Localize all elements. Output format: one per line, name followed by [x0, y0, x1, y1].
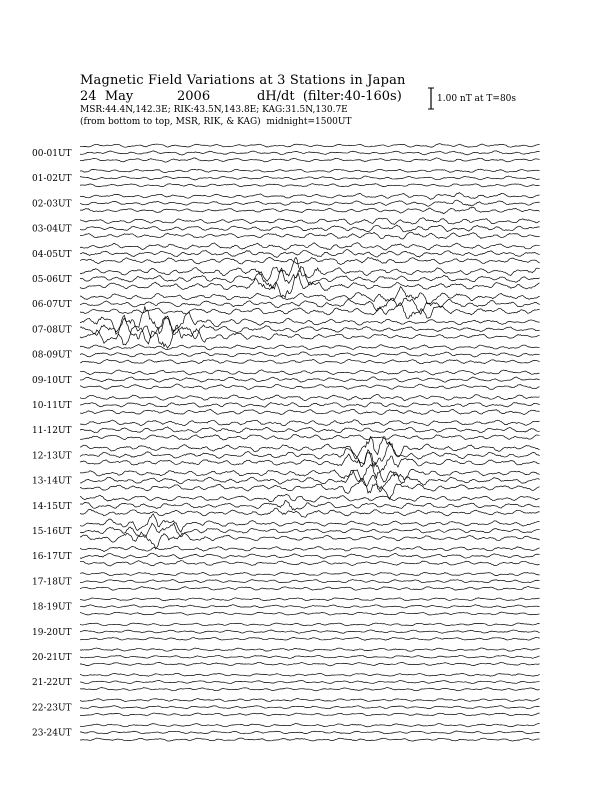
trace-04-05UT-3: [80, 243, 540, 250]
scale-bar: [428, 88, 434, 109]
hour-label-17-18UT: 17-18UT: [32, 577, 72, 588]
trace-01-02UT-2: [80, 176, 540, 180]
hour-label-09-10UT: 09-10UT: [32, 375, 72, 386]
trace-04-05UT-1: [80, 257, 540, 264]
trace-08-09UT-2: [80, 352, 540, 357]
trace-21-22UT-2: [80, 680, 540, 683]
hour-label-19-20UT: 19-20UT: [32, 627, 72, 638]
trace-00-01UT-1: [80, 158, 540, 162]
hour-label-02-03UT: 02-03UT: [32, 199, 72, 210]
hour-label-11-12UT: 11-12UT: [32, 426, 72, 437]
trace-09-10UT-1: [80, 384, 540, 390]
hour-label-04-05UT: 04-05UT: [32, 249, 72, 260]
trace-04-05UT-2: [80, 250, 540, 258]
hour-label-23-24UT: 23-24UT: [32, 728, 72, 739]
trace-09-10UT-2: [80, 377, 540, 382]
scale-label: 1.00 nT at T=80s: [437, 94, 517, 104]
trace-01-02UT-1: [80, 184, 540, 187]
station-order-note: (from bottom to top, MSR, RIK, & KAG): [80, 117, 261, 127]
hour-label-16-17UT: 16-17UT: [32, 552, 72, 563]
trace-15-16UT-1: [80, 532, 540, 549]
hour-labels: [32, 149, 72, 739]
trace-16-17UT-1: [80, 561, 540, 566]
traces: [80, 144, 540, 741]
hour-label-14-15UT: 14-15UT: [32, 501, 72, 512]
trace-20-21UT-1: [80, 662, 540, 665]
trace-18-19UT-3: [80, 598, 540, 601]
trace-08-09UT-1: [80, 359, 540, 363]
trace-08-09UT-3: [80, 345, 540, 350]
trace-22-23UT-2: [80, 706, 540, 709]
trace-07-08UT-2: [80, 315, 540, 339]
trace-22-23UT-1: [80, 713, 540, 716]
trace-22-23UT-3: [80, 699, 540, 702]
trace-03-04UT-1: [80, 232, 540, 239]
hour-label-18-19UT: 18-19UT: [32, 602, 72, 613]
hour-label-03-04UT: 03-04UT: [32, 224, 72, 235]
hour-label-13-14UT: 13-14UT: [32, 476, 72, 487]
hour-label-06-07UT: 06-07UT: [32, 300, 72, 311]
trace-23-24UT-2: [80, 731, 540, 734]
date-month: May: [104, 89, 134, 104]
trace-21-22UT-3: [80, 673, 540, 676]
trace-20-21UT-2: [80, 655, 540, 658]
trace-14-15UT-1: [80, 508, 540, 517]
midnight-note: midnight=1500UT: [266, 117, 352, 127]
trace-01-02UT-3: [80, 169, 540, 172]
trace-11-12UT-3: [80, 420, 540, 426]
hour-label-08-09UT: 08-09UT: [32, 350, 72, 361]
hour-label-20-21UT: 20-21UT: [32, 653, 72, 663]
trace-23-24UT-3: [80, 723, 540, 726]
trace-14-15UT-2: [80, 500, 540, 510]
trace-19-20UT-3: [80, 623, 540, 626]
trace-19-20UT-1: [80, 637, 540, 640]
trace-10-11UT-2: [80, 403, 540, 408]
trace-19-20UT-2: [80, 630, 540, 633]
trace-21-22UT-1: [80, 688, 540, 691]
filter-label: (filter:40-160s): [302, 89, 402, 104]
hour-label-21-22UT: 21-22UT: [32, 678, 72, 689]
trace-00-01UT-2: [80, 151, 540, 155]
trace-02-03UT-3: [80, 193, 540, 200]
hour-label-01-02UT: 01-02UT: [32, 174, 72, 185]
date-day: 24: [80, 89, 97, 104]
hour-label-05-06UT: 05-06UT: [32, 275, 72, 285]
hour-label-15-16UT: 15-16UT: [32, 527, 72, 537]
trace-17-18UT-2: [80, 580, 540, 583]
trace-12-13UT-2: [80, 442, 540, 467]
hour-label-12-13UT: 12-13UT: [32, 451, 72, 462]
date-year: 2006: [177, 89, 211, 104]
quantity-label: dH/dt: [257, 89, 295, 104]
trace-06-07UT-3: [80, 287, 540, 304]
trace-11-12UT-2: [80, 427, 540, 433]
trace-03-04UT-3: [80, 218, 540, 225]
trace-09-10UT-3: [80, 370, 540, 375]
chart-title: Magnetic Field Variations at 3 Stations in Japan: [80, 73, 406, 88]
trace-03-04UT-2: [80, 225, 540, 232]
trace-02-03UT-2: [80, 200, 540, 206]
trace-16-17UT-3: [80, 546, 540, 551]
trace-15-16UT-2: [80, 523, 540, 537]
trace-18-19UT-2: [80, 605, 540, 608]
station-coordinates: MSR:44.4N,142.3E; RIK:43.5N,143.8E; KAG:31.5N,130.7E: [80, 105, 348, 115]
trace-02-03UT-1: [80, 207, 540, 214]
trace-00-01UT-3: [80, 144, 540, 148]
trace-20-21UT-3: [80, 648, 540, 651]
trace-10-11UT-3: [80, 395, 540, 401]
hour-label-07-08UT: 07-08UT: [32, 325, 72, 336]
trace-17-18UT-1: [80, 587, 540, 591]
trace-10-11UT-1: [80, 409, 540, 414]
trace-05-06UT-3: [80, 258, 540, 282]
trace-18-19UT-1: [80, 612, 540, 615]
hour-label-22-23UT: 22-23UT: [32, 703, 72, 714]
trace-13-14UT-1: [80, 478, 540, 499]
hour-label-00-01UT: 00-01UT: [32, 149, 72, 159]
trace-23-24UT-1: [80, 738, 540, 741]
hour-label-10-11UT: 10-11UT: [32, 401, 72, 411]
trace-12-13UT-3: [80, 437, 540, 459]
trace-14-15UT-3: [80, 494, 540, 502]
trace-16-17UT-2: [80, 553, 540, 559]
trace-17-18UT-3: [80, 572, 540, 575]
trace-12-13UT-1: [80, 452, 540, 478]
trace-11-12UT-1: [80, 435, 540, 440]
